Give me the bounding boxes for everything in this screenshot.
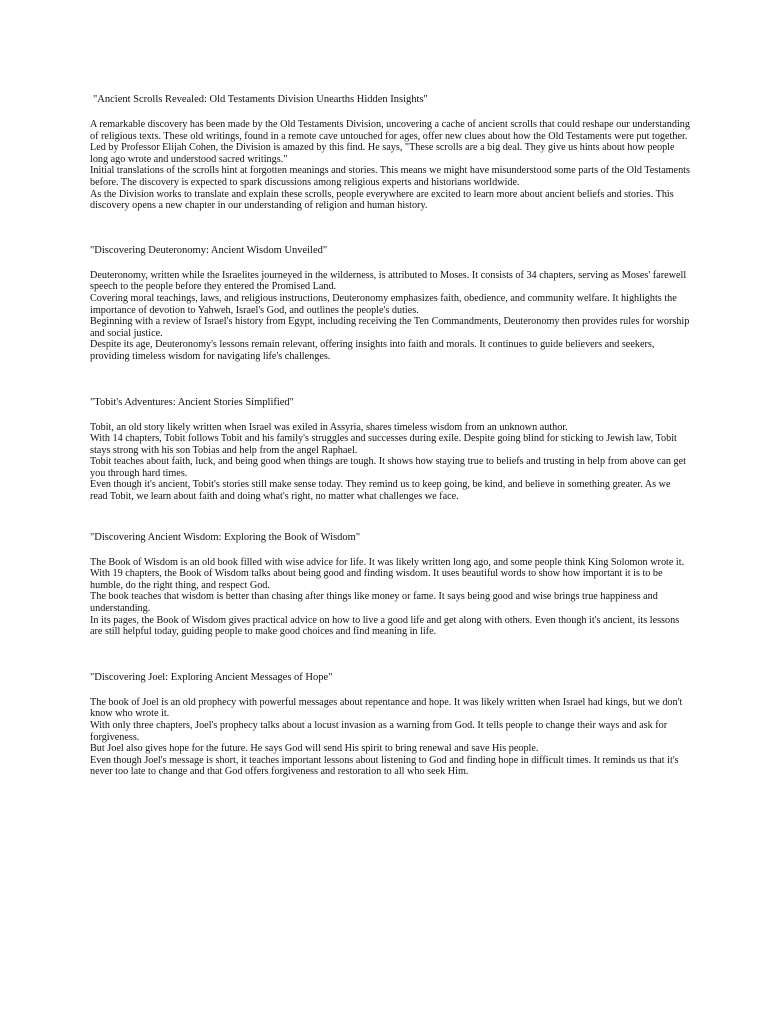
paragraph: Tobit, an old story likely written when Israel was exiled in Assyria, shares timeless wisdom from an unknown author.: [90, 421, 568, 433]
paragraph: Deuteronomy, written while the Israelites journeyed in the wilderness, is attributed to Moses. It consists of 34 chapters, serving as Moses' farewell speech to the people before they entered the Promised Land.: [90, 269, 687, 293]
paragraph: But Joel also gives hope for the future. He says God will send His spirit to bring renewal and save His people.: [90, 743, 539, 755]
article-body: [90, 697, 690, 778]
article-ancient-scrolls: [90, 93, 690, 212]
paragraph: Initial translations of the scrolls hint at forgotten meanings and stories. This means we might have misunderstood some parts of the Old Testaments before. The discovery is expected to spark discussions among religious experts and historians worldwide.: [90, 165, 690, 188]
article-title: "Discovering Ancient Wisdom: Exploring the Book of Wisdom": [90, 531, 361, 543]
paragraph: A remarkable discovery has been made by the Old Testaments Division, uncovering a cache of ancient scrolls that could reshape our understanding of religious texts. These old writings, found in a remote cave untouched for ages, offer new clues about how the Old Testaments were put together.: [90, 119, 690, 142]
article-title: "Tobit's Adventures: Ancient Stories Simplified": [90, 396, 294, 408]
paragraph: Tobit teaches about faith, luck, and being good when things are tough. It shows how staying true to beliefs and trusting in help from above can get you through hard times.: [90, 456, 686, 479]
paragraph: Even though it's ancient, Tobit's stories still make sense today. They remind us to keep going, be kind, and believe in something greater. As we read Tobit, we learn about faith and doing what's right, no matter what challenges we face.: [90, 479, 671, 503]
article-title: "Discovering Deuteronomy: Ancient Wisdom Unveiled": [90, 244, 328, 256]
article-body: [90, 270, 690, 363]
article-joel: [90, 671, 690, 778]
paragraph: The book teaches that wisdom is better than chasing after things like money or fame. It says being good and wise brings true happiness and understanding.: [90, 591, 658, 615]
article-body: [90, 119, 690, 212]
paragraph: Led by Professor Elijah Cohen, the Division is amazed by this find. He says, "These scrolls are a big deal. They give us hints about how people long ago wrote and understood sacred writings.": [90, 142, 675, 165]
paragraph: Beginning with a review of Israel's history from Egypt, including receiving the Ten Commandments, Deuteronomy then provides rules for worship and social justice.: [90, 316, 690, 339]
paragraph: Despite its age, Deuteronomy's lessons remain relevant, offering insights into faith and morals. It continues to guide believers and seekers, providing timeless wisdom for navigating life's challenges.: [90, 339, 655, 362]
paragraph: With only three chapters, Joel's prophecy talks about a locust invasion as a warning from God. It tells people to change their ways and ask for forgiveness.: [90, 720, 668, 743]
document-page: [90, 93, 690, 778]
paragraph: With 19 chapters, the Book of Wisdom talks about being good and finding wisdom. It uses beautiful words to show how important it is to be humble, do the right thing, and respect God.: [90, 568, 663, 591]
article-title: "Discovering Joel: Exploring Ancient Messages of Hope": [90, 671, 333, 683]
article-book-of-wisdom: [90, 531, 690, 638]
paragraph: Covering moral teachings, laws, and religious instructions, Deuteronomy emphasizes faith, obedience, and community welfare. It highlights the importance of devotion to Yahweh, Israel's God, and outlines the people's duties.: [90, 292, 677, 316]
paragraph: The Book of Wisdom is an old book filled with wise advice for life. It was likely written long ago, and some people think King Solomon wrote it.: [90, 556, 685, 568]
paragraph: The book of Joel is an old prophecy with powerful messages about repentance and hope. It was likely written when Israel had kings, but we don't know who wrote it.: [90, 696, 683, 720]
article-title: "Ancient Scrolls Revealed: Old Testaments Division Unearths Hidden Insights": [93, 94, 428, 105]
paragraph: Even though Joel's message is short, it teaches important lessons about listening to God and finding hope in difficult times. It reminds us that it's never too late to change and that God offers forgiveness and restoration to all who seek Him.: [90, 754, 679, 778]
paragraph: In its pages, the Book of Wisdom gives practical advice on how to live a good life and get along with others. Even though it's ancient, its lessons are still helpful today, guiding people to make good choices and find meaning in life.: [90, 614, 680, 638]
article-body: [90, 422, 690, 503]
paragraph: With 14 chapters, Tobit follows Tobit and his family's struggles and successes during exile. Despite going blind for sticking to Jewish law, Tobit stays strong with his son Tobias and help from the angel Raphael.: [90, 433, 677, 456]
article-body: [90, 557, 690, 638]
article-tobit: [90, 396, 690, 503]
paragraph: As the Division works to translate and explain these scrolls, people everywhere are excited to learn more about ancient beliefs and stories. This discovery opens a new chapter in our understanding of religion and human history.: [90, 188, 674, 212]
article-deuteronomy: [90, 244, 690, 363]
